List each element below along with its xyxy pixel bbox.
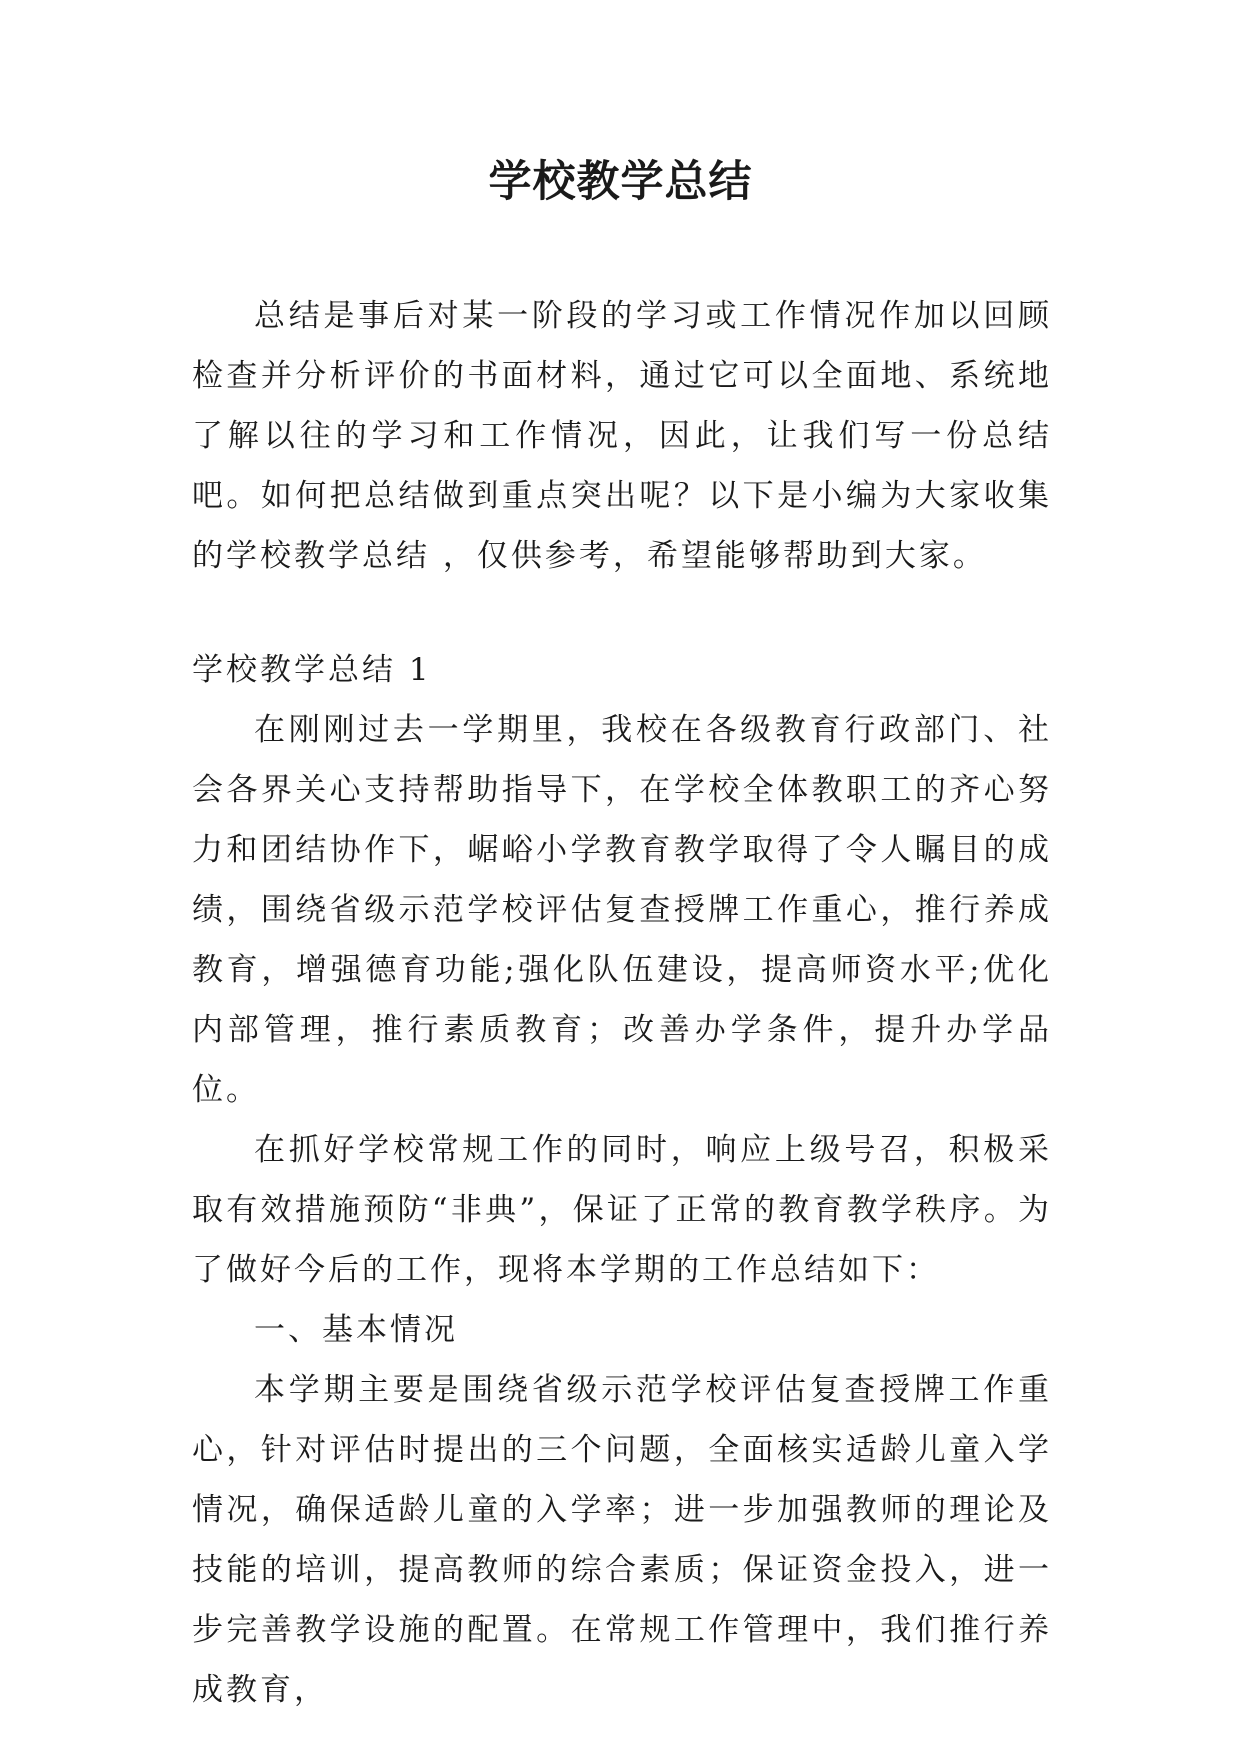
body-paragraph-2: 在抓好学校常规工作的同时，响应上级号召，积极采取有效措施预防“非典”，保证了正常的教育教学秩序。为了做好今后的工作，现将本学期的工作总结如下： (192, 1132, 1052, 1288)
subheading-basic-situation: 一、基本情况 (254, 1312, 458, 1348)
document-title: 学校教学总结 (488, 157, 753, 207)
body-paragraph-1: 在刚刚过去一学期里，我校在各级教育行政部门、社会各界关心支持帮助指导下，在学校全体教职工的齐心努力和团结协作下，崌峪小学教育教学取得了令人瞩目的成绩，围绕省级示范学校评估复查授牌工作重心，推行养成教育，增强德育功能;强化队伍建设，提高师资水平;优化内部管理，推行素质教育；改善办学条件，提升办学品位。 (192, 712, 1052, 1108)
section-body (192, 700, 1052, 1720)
intro-paragraph: 总结是事后对某一阶段的学习或工作情况作加以回顾检查并分析评价的书面材料，通过它可以全面地、系统地了解以往的学习和工作情况，因此，让我们写一份总结吧。如何把总结做到重点突出呢？以下是小编为大家收集的学校教学总结 ，仅供参考，希望能够帮助到大家。 (192, 298, 1052, 574)
section-heading: 学校教学总结 1 (192, 652, 432, 688)
body-paragraph-3: 本学期主要是围绕省级示范学校评估复查授牌工作重心，针对评估时提出的三个问题，全面核实适龄儿童入学情况，确保适龄儿童的入学率；进一步加强教师的理论及技能的培训，提高教师的综合素质；保证资金投入，进一步完善教学设施的配置。在常规工作管理中，我们推行养成教育， (192, 1372, 1052, 1708)
intro-block (192, 286, 1052, 586)
